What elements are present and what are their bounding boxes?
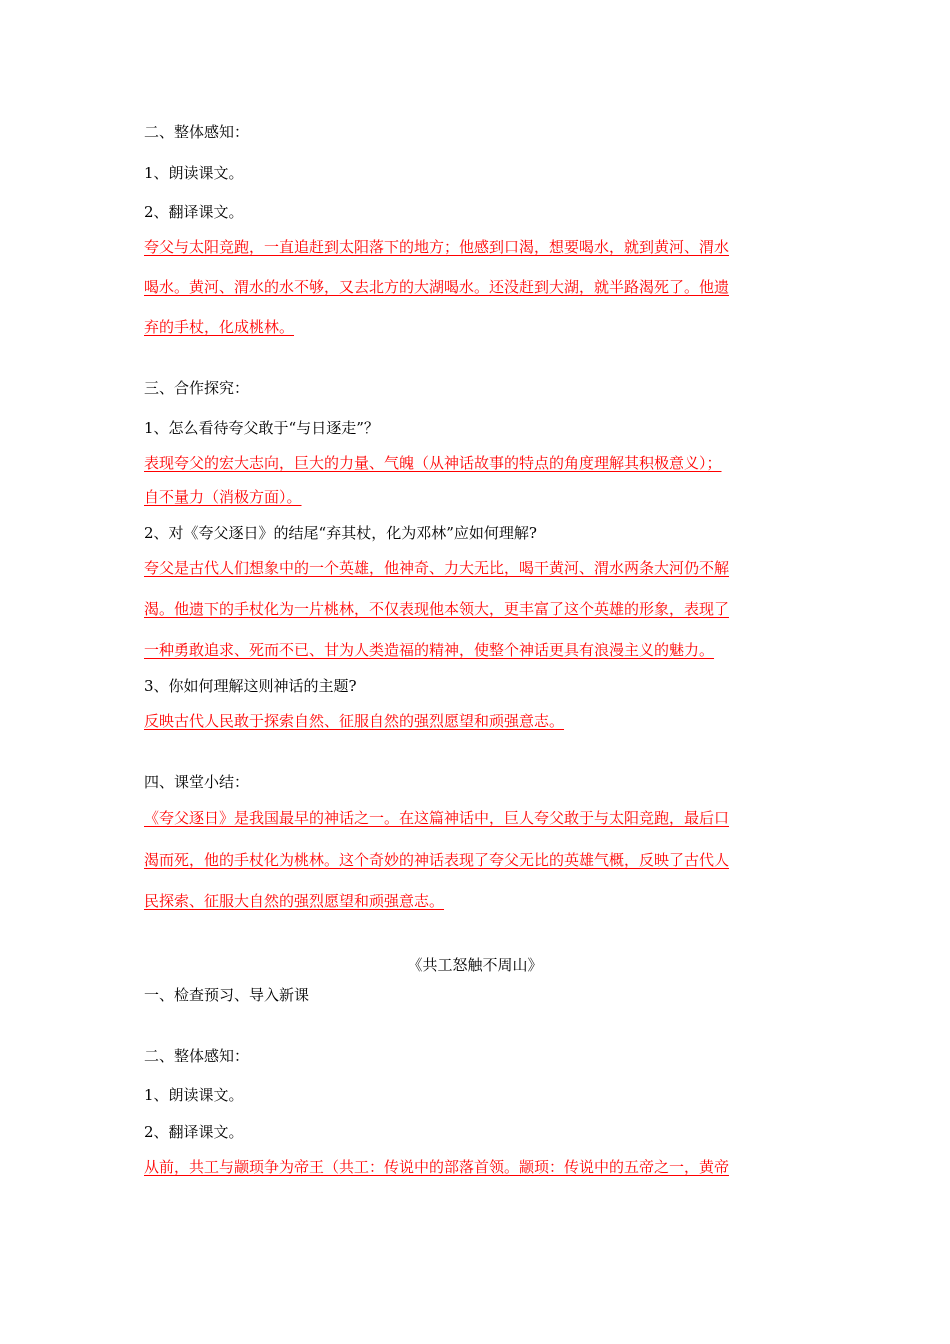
translation-answer-line: 弃的手杖，化成桃林。 [144,318,295,336]
summary-line: 民探索、征服大自然的强烈愿望和顽强意志。 [144,892,445,910]
answer-2-line: 渴。他遗下的手杖化为一片桃林，不仅表现他本领大，更丰富了这个英雄的形象，表现了 [144,600,730,618]
section-heading-preview-check: 一、检查预习、导入新课 [144,986,310,1004]
answer-3: 反映古代人民敢于探索自然、征服自然的强烈愿望和顽强意志。 [144,712,565,730]
translation-answer-line: 喝水。黄河、渭水的水不够，又去北方的大湖喝水。还没赶到大湖，就半路渴死了。他遗 [144,278,730,296]
task-read-aloud: 1、朗读课文。 [144,164,244,182]
translation-answer-line: 夸父与太阳竞跑，一直追赶到太阳落下的地方；他感到口渴，想要喝水，就到黄河、渭水 [144,238,730,256]
answer-2-line: 夸父是古代人们想象中的一个英雄，他神奇、力大无比，喝干黄河、渭水两条大河仍不解 [144,559,730,577]
question-2: 2、对《夸父逐日》的结尾“弃其杖，化为邓林”应如何理解? [144,524,537,542]
section-heading-overall-perception: 二、整体感知： [144,123,250,141]
section-heading-overall-perception: 二、整体感知： [144,1047,250,1065]
task-translate: 2、翻译课文。 [144,203,244,221]
answer-1-line: 表现夸父的宏大志向，巨大的力量、气魄（从神话故事的特点的角度理解其积极意义）； [144,454,722,472]
answer-2-line: 一种勇敢追求、死而不已、甘为人类造福的精神，使整个神话更具有浪漫主义的魅力。 [144,641,715,659]
answer-1-line: 自不量力（消极方面）。 [144,488,302,506]
summary-line: 渴而死，他的手杖化为桃林。这个奇妙的神话表现了夸父无比的英雄气概，反映了古代人 [144,851,730,869]
lesson-title: 《共工怒触不周山》 [407,956,543,974]
task-read-aloud: 1、朗读课文。 [144,1086,244,1104]
translation-answer-line: 从前，共工与颛顼争为帝王（共工：传说中的部落首领。颛顼：传说中的五帝之一，黄帝 [144,1158,730,1176]
summary-line: 《夸父逐日》是我国最早的神话之一。在这篇神话中，巨人夸父敢于与太阳竞跑，最后口 [144,809,730,827]
question-3: 3、你如何理解这则神话的主题? [144,677,357,695]
task-translate: 2、翻译课文。 [144,1123,244,1141]
section-heading-class-summary: 四、课堂小结： [144,773,250,791]
section-heading-cooperative-inquiry: 三、合作探究： [144,379,250,397]
question-1: 1、怎么看待夸父敢于“与日逐走”？ [144,419,379,437]
